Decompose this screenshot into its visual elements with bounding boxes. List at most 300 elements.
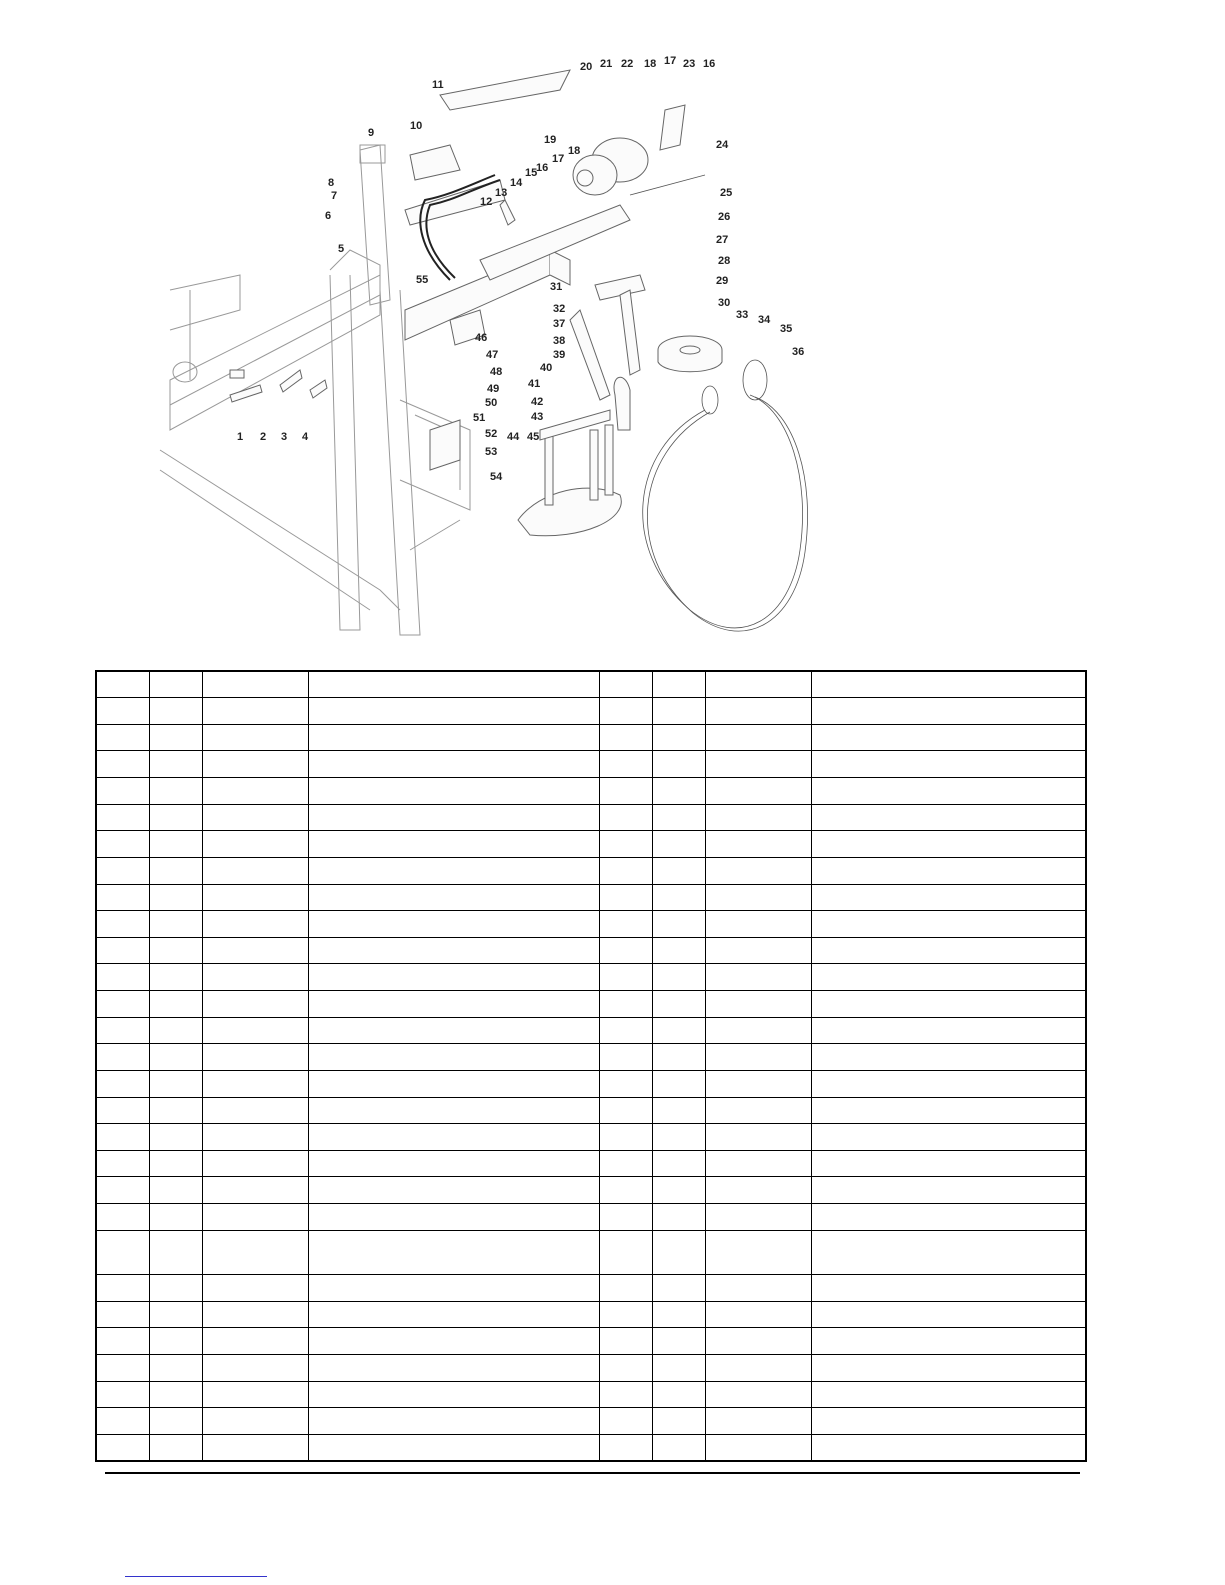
callout-5: 5 [338, 243, 345, 255]
table-cell [202, 1177, 308, 1204]
table-cell [96, 937, 149, 964]
table-cell [811, 698, 1086, 725]
table-cell [202, 964, 308, 991]
table-cell [308, 1017, 599, 1044]
table-cell [811, 1177, 1086, 1204]
table-cell [811, 1070, 1086, 1097]
table-cell [149, 1124, 202, 1151]
table-cell [96, 964, 149, 991]
table-cell [705, 724, 811, 751]
base-bracket [430, 410, 621, 536]
table-cell [202, 1097, 308, 1124]
callout-36: 36 [792, 346, 805, 358]
callout-21: 21 [600, 58, 613, 70]
table-cell [149, 884, 202, 911]
table-cell [308, 857, 599, 884]
table-cell [149, 857, 202, 884]
table-cell [705, 1097, 811, 1124]
table-row [96, 698, 1086, 725]
table-cell [149, 698, 202, 725]
table-cell [811, 778, 1086, 805]
table-row [96, 1408, 1086, 1435]
table-cell [96, 1097, 149, 1124]
table-cell [705, 1150, 811, 1177]
table-cell [599, 804, 652, 831]
table-row [96, 1381, 1086, 1408]
table-cell [599, 698, 652, 725]
small-parts-left [230, 370, 327, 402]
table-cell [599, 884, 652, 911]
table-cell [705, 1434, 811, 1461]
table-cell [705, 964, 811, 991]
table-cell [599, 1124, 652, 1151]
table-cell [811, 1044, 1086, 1071]
table-cell [599, 831, 652, 858]
table-row [96, 778, 1086, 805]
table-row [96, 1124, 1086, 1151]
table-cell [705, 1230, 811, 1274]
table-cell [149, 804, 202, 831]
table-cell [308, 1434, 599, 1461]
callout-49: 49 [487, 383, 500, 395]
table-cell [149, 1275, 202, 1302]
table-cell [599, 937, 652, 964]
table-cell [599, 964, 652, 991]
table-cell [149, 937, 202, 964]
callout-10: 10 [410, 120, 423, 132]
table-cell [308, 1124, 599, 1151]
table-cell [599, 1275, 652, 1302]
table-cell [96, 1177, 149, 1204]
table-cell [308, 1044, 599, 1071]
table-cell [308, 884, 599, 911]
table-cell [149, 1434, 202, 1461]
table-cell [149, 778, 202, 805]
callout-18b: 18 [644, 58, 657, 70]
table-cell [308, 964, 599, 991]
table-row [96, 1328, 1086, 1355]
table-cell [308, 1301, 599, 1328]
table-cell [652, 1328, 705, 1355]
table-cell [308, 1150, 599, 1177]
table-row [96, 1434, 1086, 1461]
callout-23: 23 [683, 58, 696, 70]
table-cell [811, 1017, 1086, 1044]
table-cell [149, 1230, 202, 1274]
table-cell [652, 1097, 705, 1124]
table-row [96, 1230, 1086, 1274]
table-cell [599, 724, 652, 751]
callout-32: 32 [553, 303, 566, 315]
callout-19: 19 [544, 134, 557, 146]
callout-29: 29 [716, 275, 729, 287]
callout-22: 22 [621, 58, 634, 70]
table-cell [705, 1301, 811, 1328]
table-cell [652, 751, 705, 778]
table-cell [811, 1301, 1086, 1328]
callout-41: 41 [528, 378, 541, 390]
table-cell [811, 1230, 1086, 1274]
table-cell [599, 1044, 652, 1071]
table-cell [599, 1017, 652, 1044]
table-row [96, 724, 1086, 751]
table-cell [308, 1381, 599, 1408]
table-cell [308, 1070, 599, 1097]
table-cell [705, 778, 811, 805]
table-cell [202, 1408, 308, 1435]
table-cell [149, 911, 202, 938]
table-cell [705, 884, 811, 911]
table-cell [96, 1354, 149, 1381]
callout-43: 43 [531, 411, 544, 423]
table-cell [705, 1275, 811, 1302]
table-row [96, 1301, 1086, 1328]
table-row [96, 1070, 1086, 1097]
table-cell [811, 751, 1086, 778]
callout-17a: 17 [552, 153, 565, 165]
table-cell [96, 1150, 149, 1177]
table-cell [149, 1097, 202, 1124]
callout-34: 34 [758, 314, 771, 326]
table-cell [652, 1150, 705, 1177]
table-cell [705, 1328, 811, 1355]
table-cell [599, 857, 652, 884]
table-cell [202, 991, 308, 1018]
table-cell [811, 884, 1086, 911]
callout-12: 12 [480, 196, 493, 208]
callout-28: 28 [718, 255, 731, 267]
table-cell [599, 1230, 652, 1274]
callout-47: 47 [486, 349, 499, 361]
table-cell [308, 1275, 599, 1302]
exploded-parts-diagram [150, 50, 850, 660]
table-cell [652, 1381, 705, 1408]
table-row [96, 911, 1086, 938]
table-cell [202, 1434, 308, 1461]
callout-2: 2 [260, 431, 267, 443]
table-cell [149, 1354, 202, 1381]
table-cell [599, 751, 652, 778]
table-cell [202, 1381, 308, 1408]
table-row [96, 884, 1086, 911]
table-row [96, 991, 1086, 1018]
parts-list-table [95, 670, 1087, 1462]
table-row [96, 1044, 1086, 1071]
table-cell [705, 1204, 811, 1231]
table-cell [652, 1204, 705, 1231]
table-cell [202, 1044, 308, 1071]
table-cell [96, 804, 149, 831]
table-cell [96, 778, 149, 805]
table-cell [308, 751, 599, 778]
table-row [96, 1017, 1086, 1044]
table-cell [705, 1070, 811, 1097]
table-cell [96, 1275, 149, 1302]
table-cell [652, 1408, 705, 1435]
table-cell [599, 1328, 652, 1355]
table-row [96, 857, 1086, 884]
callout-35: 35 [780, 323, 793, 335]
callout-9: 9 [368, 127, 375, 139]
table-cell [308, 724, 599, 751]
callout-3: 3 [281, 431, 288, 443]
table-cell [308, 1328, 599, 1355]
table-cell [599, 1070, 652, 1097]
table-cell [202, 1017, 308, 1044]
table-cell [705, 991, 811, 1018]
table-cell [599, 1177, 652, 1204]
callout-50: 50 [485, 397, 498, 409]
table-cell [705, 1177, 811, 1204]
table-cell [202, 1354, 308, 1381]
table-cell [705, 831, 811, 858]
callout-51: 51 [473, 412, 486, 424]
table-cell [202, 778, 308, 805]
callout-4: 4 [302, 431, 309, 443]
table-cell [202, 1328, 308, 1355]
table-cell [811, 1204, 1086, 1231]
callout-1: 1 [237, 431, 244, 443]
table-cell [96, 1044, 149, 1071]
table-cell [202, 1230, 308, 1274]
table-cell [811, 724, 1086, 751]
callout-46: 46 [475, 332, 488, 344]
table-cell [705, 1354, 811, 1381]
table-cell [652, 1230, 705, 1274]
callout-16b: 16 [703, 58, 716, 70]
table-cell [202, 1301, 308, 1328]
table-cell [811, 831, 1086, 858]
callout-30: 30 [718, 297, 731, 309]
table-cell [599, 1097, 652, 1124]
callout-37: 37 [553, 318, 566, 330]
table-cell [96, 1204, 149, 1231]
table-cell [202, 857, 308, 884]
table-row [96, 1150, 1086, 1177]
callout-48: 48 [490, 366, 503, 378]
callout-54: 54 [490, 471, 503, 483]
callout-31: 31 [550, 281, 563, 293]
table-cell [202, 698, 308, 725]
table-cell [705, 1408, 811, 1435]
table-cell [149, 964, 202, 991]
table-cell [705, 857, 811, 884]
table-cell [96, 751, 149, 778]
table-cell [96, 1408, 149, 1435]
table-row [96, 1177, 1086, 1204]
table-cell [811, 1124, 1086, 1151]
table-cell [811, 804, 1086, 831]
table-cell [652, 1177, 705, 1204]
table-cell [599, 1354, 652, 1381]
table-cell [202, 751, 308, 778]
table-cell [705, 1044, 811, 1071]
table-cell [202, 804, 308, 831]
table-cell [652, 1301, 705, 1328]
table-cell [308, 1230, 599, 1274]
table-cell [811, 1275, 1086, 1302]
callout-18a: 18 [568, 145, 581, 157]
table-cell [308, 937, 599, 964]
callout-52: 52 [485, 428, 498, 440]
table-cell [202, 1204, 308, 1231]
callout-44: 44 [507, 431, 520, 443]
table-cell [652, 724, 705, 751]
table-cell [202, 831, 308, 858]
table-cell [149, 671, 202, 698]
table-cell [149, 1301, 202, 1328]
callout-33: 33 [736, 309, 749, 321]
table-cell [599, 778, 652, 805]
table-cell [652, 671, 705, 698]
table-cell [705, 1124, 811, 1151]
table-cell [308, 991, 599, 1018]
table-cell [149, 991, 202, 1018]
table-cell [705, 751, 811, 778]
table-cell [202, 884, 308, 911]
callout-17b: 17 [664, 55, 677, 67]
table-cell [96, 698, 149, 725]
table-cell [96, 671, 149, 698]
table-cell [308, 1097, 599, 1124]
table-cell [202, 1124, 308, 1151]
table-cell [811, 1328, 1086, 1355]
table-cell [652, 1044, 705, 1071]
callout-55: 55 [416, 274, 429, 286]
table-cell [652, 884, 705, 911]
table-cell [96, 1070, 149, 1097]
table-cell [308, 1177, 599, 1204]
table-cell [599, 1434, 652, 1461]
callout-45: 45 [527, 431, 540, 443]
table-cell [202, 1275, 308, 1302]
callout-16a: 16 [536, 162, 549, 174]
table-cell [149, 1328, 202, 1355]
table-cell [202, 911, 308, 938]
table-cell [652, 857, 705, 884]
table-cell [705, 911, 811, 938]
table-cell [96, 1301, 149, 1328]
table-cell [202, 1070, 308, 1097]
footer-divider [105, 1472, 1080, 1474]
table-row [96, 937, 1086, 964]
table-row [96, 831, 1086, 858]
table-cell [308, 831, 599, 858]
table-cell [149, 1381, 202, 1408]
table-cell [811, 911, 1086, 938]
table-cell [599, 991, 652, 1018]
table-cell [96, 884, 149, 911]
table-cell [96, 724, 149, 751]
table-cell [599, 911, 652, 938]
table-cell [202, 937, 308, 964]
table-row [96, 1354, 1086, 1381]
footer-link-underline[interactable] [125, 1576, 267, 1577]
callout-38: 38 [553, 335, 566, 347]
callout-7: 7 [331, 190, 338, 202]
table-cell [96, 857, 149, 884]
table-cell [96, 831, 149, 858]
table-cell [202, 1150, 308, 1177]
table-cell [308, 911, 599, 938]
table-cell [811, 937, 1086, 964]
table-cell [652, 1434, 705, 1461]
table-cell [599, 1150, 652, 1177]
table-cell [652, 698, 705, 725]
table-cell [96, 1381, 149, 1408]
table-cell [96, 1017, 149, 1044]
table-cell [599, 1301, 652, 1328]
table-cell [652, 804, 705, 831]
callout-53: 53 [485, 446, 498, 458]
table-cell [652, 937, 705, 964]
table-cell [599, 1381, 652, 1408]
table-cell [149, 1044, 202, 1071]
callout-6: 6 [325, 210, 332, 222]
table-cell [652, 991, 705, 1018]
table-cell [308, 671, 599, 698]
callout-26: 26 [718, 211, 731, 223]
table-cell [652, 831, 705, 858]
table-cell [705, 804, 811, 831]
table-cell [705, 1381, 811, 1408]
table-cell [811, 857, 1086, 884]
table-cell [599, 1408, 652, 1435]
callout-24: 24 [716, 139, 729, 151]
table-cell [149, 1150, 202, 1177]
table-cell [149, 1017, 202, 1044]
table-row [96, 964, 1086, 991]
table-cell [811, 1434, 1086, 1461]
table-cell [652, 778, 705, 805]
table-cell [308, 698, 599, 725]
callout-25: 25 [720, 187, 733, 199]
table-cell [96, 911, 149, 938]
table-cell [811, 1097, 1086, 1124]
table-cell [149, 1408, 202, 1435]
table-cell [811, 1354, 1086, 1381]
table-row [96, 804, 1086, 831]
table-row [96, 671, 1086, 698]
table-cell [811, 671, 1086, 698]
table-cell [149, 1070, 202, 1097]
table-cell [652, 1354, 705, 1381]
table-cell [96, 1230, 149, 1274]
table-cell [599, 1204, 652, 1231]
table-cell [96, 1124, 149, 1151]
callout-11: 11 [432, 79, 444, 91]
table-cell [96, 991, 149, 1018]
table-cell [652, 964, 705, 991]
callout-42: 42 [531, 396, 544, 408]
table-cell [308, 1204, 599, 1231]
table-cell [308, 804, 599, 831]
callout-8: 8 [328, 177, 335, 189]
table-cell [149, 1177, 202, 1204]
table-cell [705, 937, 811, 964]
callout-40: 40 [540, 362, 553, 374]
table-cell [705, 698, 811, 725]
table-cell [202, 724, 308, 751]
table-cell [149, 724, 202, 751]
callout-27: 27 [716, 234, 729, 246]
table-cell [599, 671, 652, 698]
table-cell [811, 1150, 1086, 1177]
table-row [96, 751, 1086, 778]
callout-39: 39 [553, 349, 566, 361]
table-cell [202, 671, 308, 698]
callout-14: 14 [510, 177, 523, 189]
